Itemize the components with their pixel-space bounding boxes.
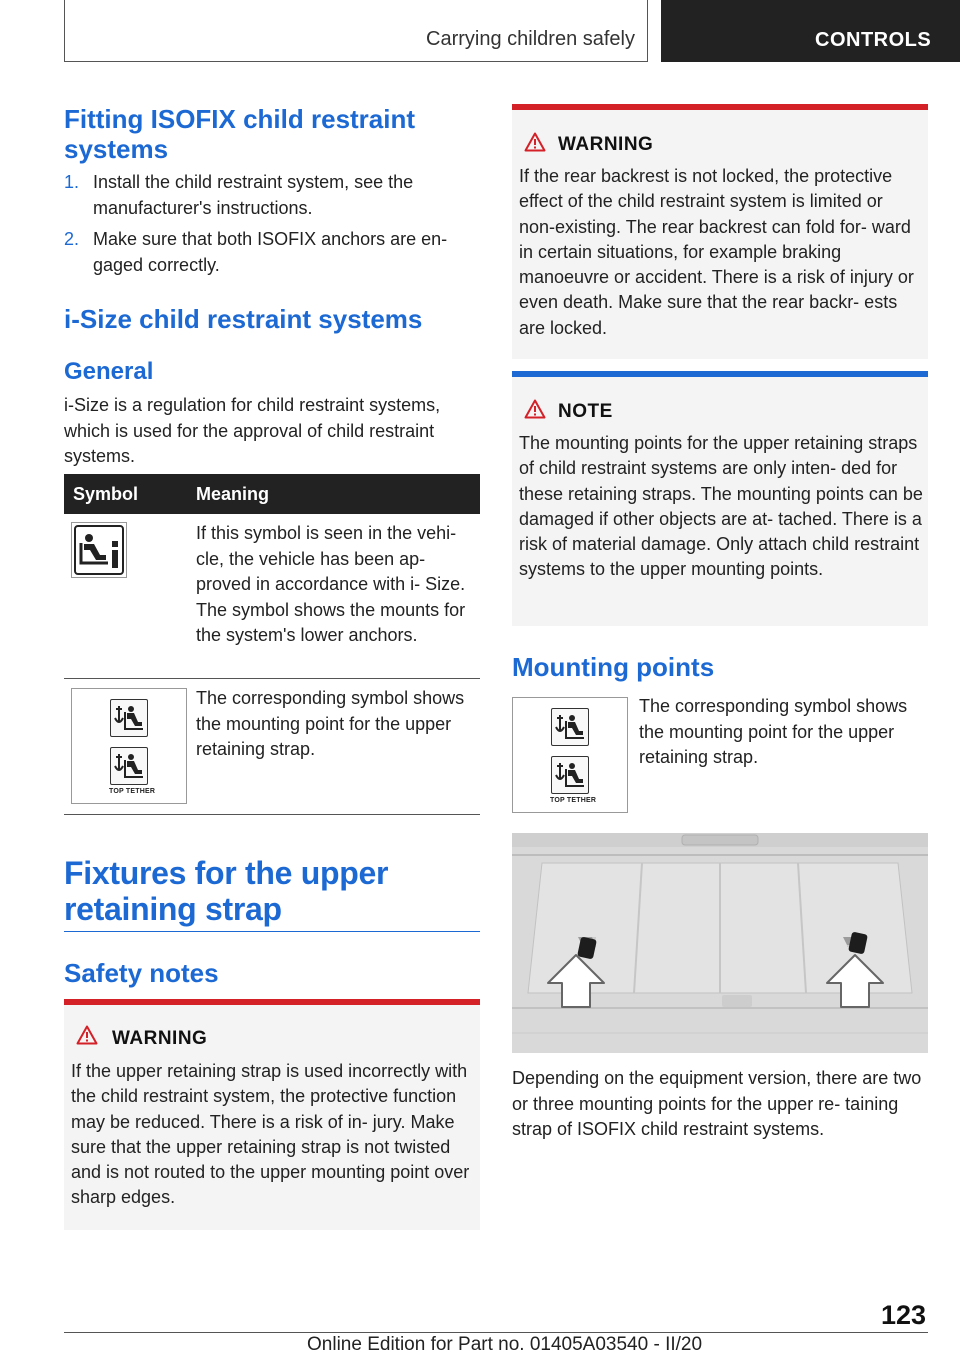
tether-tile (110, 747, 148, 785)
page-number: 123 (881, 1300, 927, 1330)
top-tether-symbol (71, 688, 187, 804)
symbol-table-header (64, 474, 480, 514)
tether-label: TOP TETHER (550, 797, 597, 804)
safety-heading: Safety notes (64, 958, 219, 988)
header-section-tab (64, 0, 648, 62)
step-text: Install the child restraint system, see the manufacturer's instructions. (93, 172, 414, 218)
note-bar (512, 371, 928, 377)
tether-tile (551, 756, 589, 794)
warning-box (64, 999, 480, 1230)
warning-triangle-icon (76, 1025, 98, 1045)
general-heading: General (64, 358, 154, 385)
table-row-meaning: The corresponding symbol shows the mounting point for the upper retaining strap. (196, 688, 465, 759)
isize-seat-icon (72, 523, 126, 577)
mounting-text: The corresponding symbol shows the mounting point for the upper retaining strap. (639, 696, 908, 767)
anchor-seat-icon (552, 757, 587, 792)
header-chapter-tab (661, 0, 960, 62)
trunk-mounting-points-image (512, 833, 928, 1053)
fixtures-heading: Fixtures for the upper retaining strap (64, 855, 389, 927)
warning-triangle-icon (524, 132, 546, 152)
warning-bar (512, 104, 928, 110)
col-meaning: Meaning (196, 484, 270, 504)
note-text: The mounting points for the upper retaining straps of child restraint systems are only inten‐ ded for these retaining straps. The mounting points can be damaged if other objects are at‐ tached. There is a risk of material damage. Only attach child restraint systems to the upper mounting points. (519, 433, 923, 580)
table-row-divider (64, 678, 480, 679)
step-item (64, 227, 480, 278)
footer-edition: Online Edition for Part no. 01405A03540 - II/20 (307, 1334, 703, 1355)
step-text: Make sure that both ISOFIX anchors are en‐ gaged correctly. (93, 229, 448, 275)
trunk-illustration (512, 833, 928, 1053)
fitting-steps (64, 170, 480, 278)
mounting-heading: Mounting points (512, 652, 715, 682)
illustration-caption: Depending on the equipment version, there are two or three mounting points for the upper re‐ taining strap of ISOFIX child restraint systems. (512, 1068, 922, 1139)
step-number: 1. (64, 172, 80, 192)
isize-symbol (71, 522, 127, 578)
footer-rule (64, 1332, 928, 1333)
warning-text: If the upper retaining strap is used incorrectly with the child restraint system, the protective function may be reduced. There is a risk of in‐ jury. Make sure that the upper retaining strap is not twisted and is not routed to the upper mounting point over sharp edges. (71, 1061, 470, 1208)
warning-box (512, 104, 928, 359)
tether-label: TOP TETHER (109, 788, 156, 795)
warning-triangle-icon (524, 399, 546, 419)
header-chapter-title: CONTROLS (815, 29, 932, 51)
header-section-title: Carrying children safely (426, 28, 635, 50)
fixtures-heading-rule (64, 931, 480, 932)
top-tether-symbol (512, 697, 628, 813)
warning-title: WARNING (558, 134, 654, 155)
tether-tile (551, 708, 589, 746)
isize-heading: i-Size child restraint systems (64, 304, 423, 334)
warning-title: WARNING (112, 1028, 208, 1049)
tether-tile (110, 699, 148, 737)
anchor-seat-icon (552, 709, 587, 744)
anchor-seat-icon (111, 700, 146, 735)
col-symbol: Symbol (73, 484, 139, 504)
general-text: i-Size is a regulation for child restraint systems, which is used for the approval of child restraint systems. (64, 395, 441, 466)
table-row-meaning: If this symbol is seen in the vehi‐ cle, the vehicle has been ap‐ proved in accordance with i- Size. The symbol shows the mounts for the system's lower anchors. (196, 523, 466, 645)
fitting-heading: Fitting ISOFIX child restraint systems (64, 104, 416, 164)
step-number: 2. (64, 229, 80, 249)
warning-bar (64, 999, 480, 1005)
note-box (512, 371, 928, 626)
step-item (64, 170, 480, 221)
note-title: NOTE (558, 401, 613, 422)
anchor-seat-icon (111, 748, 146, 783)
table-row-divider (64, 814, 480, 815)
warning-text: If the rear backrest is not locked, the protective effect of the child restraint system is limited or non-existing. The rear backrest can fold for‐ ward in certain situations, for example braking manoeuvre or accident. There is a risk of injury or even death. Make sure that the rear backr‐ ests are locked. (519, 166, 914, 338)
